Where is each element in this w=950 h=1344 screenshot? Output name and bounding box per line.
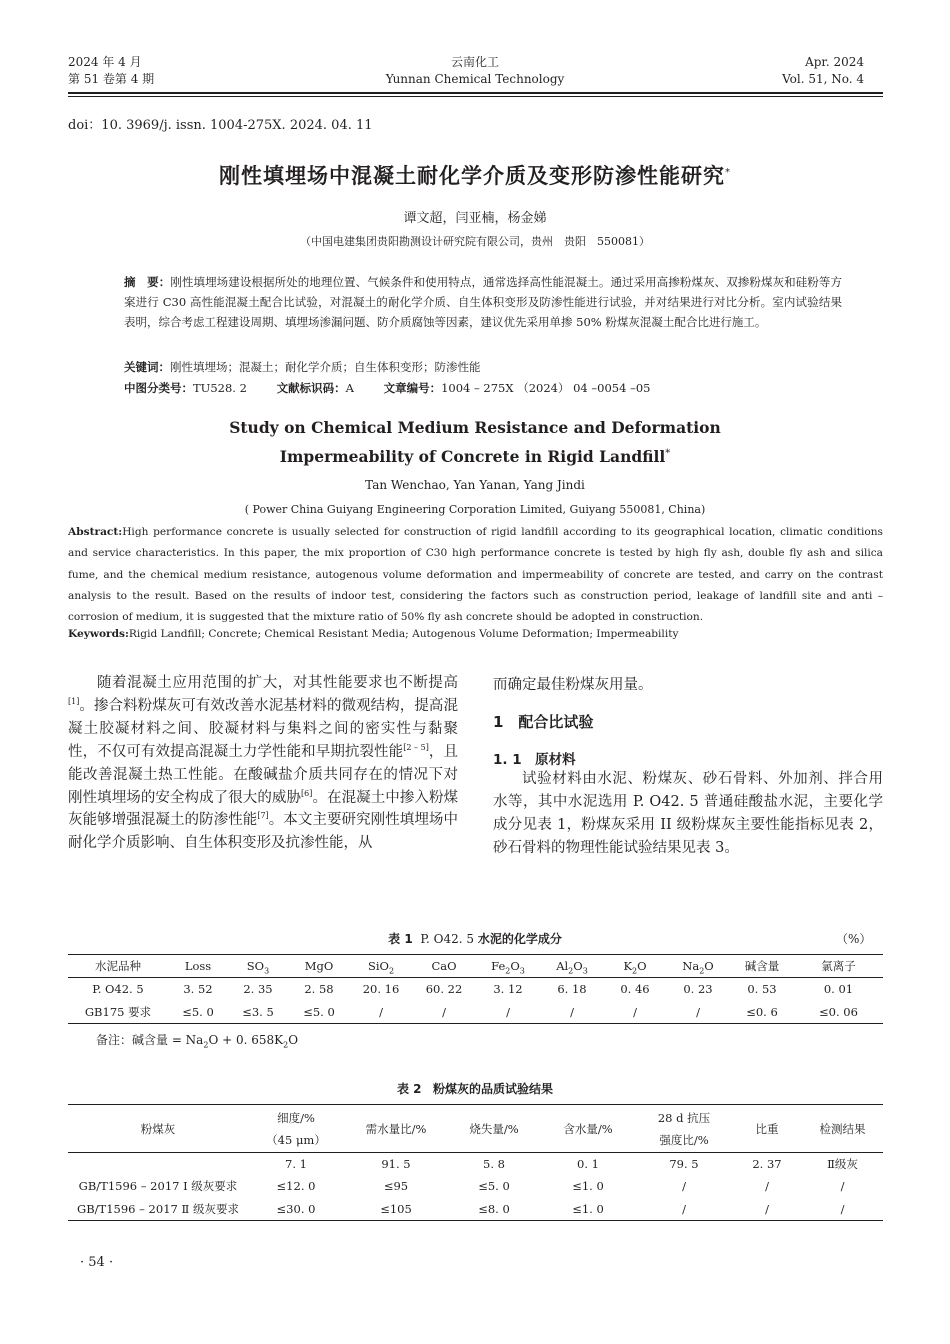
paper-title-en-line1: Study on Chemical Medium Resistance and Deformation (229, 418, 721, 437)
table-cell: Ⅱ级灰 (827, 1157, 858, 1171)
keywords-en (68, 628, 883, 640)
abstract-en-text: High performance concrete is usually selected for construction of rigid landfill according to its geographical location, climatic conditions and service characteristics. In this paper, the mix proportion of C30 high performance concrete is tested by high fly ash, double fly ash and silica fume, and the chemical medium resistance, autogenous volume deformation and impermeability of concrete are tested, and carry on the contrast analysis to the result. Based on the results of indoor test, considering the factors such as construction period, leakage of landfill site and anti – corrosion of medium, it is suggested that the mixture ratio of 50% fly ash concrete should be adopted in construction. (68, 526, 883, 624)
class-number-label: 中图分类号： (124, 381, 193, 395)
doc-code-value: A (345, 381, 354, 395)
table-cell: ≤5. 0 (168, 1001, 228, 1024)
table-cell: GB175 要求 (68, 1001, 168, 1024)
table-cell: ≤3. 5 (228, 1001, 288, 1024)
affiliation-en: ( Power China Guiyang Engineering Corporation Limited, Guiyang 550081, China) (244, 503, 706, 516)
paper-title-en-mark: * (665, 448, 671, 459)
table1-note: 备注：碱含量 = $Na_2O + 0$. $658K_2O$ (96, 1033, 299, 1050)
table-cell: ≤0. 6 (730, 1001, 794, 1024)
article-number-label: 文章编号： (383, 381, 442, 395)
table2-fly-ash-quality (68, 1104, 883, 1221)
table2-header-cell: 需水量比/% (344, 1105, 448, 1153)
table1-title-b: 水泥的化学成分 (477, 932, 562, 946)
table-cell: ≤8. 0 (448, 1198, 540, 1221)
table-cell: ≤105 (344, 1198, 448, 1221)
header-rule-thick (68, 92, 883, 94)
keywords-cn-text: 刚性填埋场；混凝土；耐化学介质；自生体积变形；防渗性能 (170, 360, 481, 374)
table2-header-cell: 比重 (732, 1105, 802, 1153)
table-row (68, 1175, 883, 1198)
table1-header-cell: Loss (168, 955, 228, 978)
table-cell: / (840, 1179, 845, 1194)
table2-header-row (68, 1105, 883, 1153)
table2-header-strength-sub: 强度比/% (659, 1132, 709, 1147)
table2-header-cell: 检测结果 (802, 1105, 883, 1153)
body-left-column (68, 672, 458, 855)
table-cell: / (412, 1001, 476, 1024)
section-heading-1: 1 配合比试验 (493, 713, 594, 731)
table-cell: 0. 23 (683, 982, 713, 997)
table1-unit: （%） (836, 932, 872, 946)
header-issue-en (782, 54, 864, 88)
table1-header-cell: 氯离子 (794, 955, 883, 978)
abstract-cn (124, 272, 842, 332)
table-cell: GB/T1596 – 2017 Ⅱ 级灰要求 (68, 1198, 248, 1221)
table-cell: ≤5. 0 (288, 1001, 350, 1024)
table-cell: 2. 35 (243, 982, 273, 997)
intro-paragraph (68, 672, 458, 855)
table-cell: 0. 01 (823, 982, 854, 997)
header-journal-en: Yunnan Chemical Technology (385, 72, 565, 86)
header-date-en: Apr. 2024 (805, 55, 864, 69)
keywords-en-text: Rigid Landfill; Concrete; Chemical Resistant Media; Autogenous Volume Deformation; Impermeability (128, 628, 679, 640)
table-cell: ≤30. 0 (248, 1198, 344, 1221)
table-cell: / (666, 1001, 730, 1024)
header-volume-en: Vol. 51, No. 4 (782, 72, 864, 86)
table2-header-cell: 粉煤灰 (68, 1105, 248, 1153)
table-row (68, 978, 883, 1001)
header-volume-cn: 第 51 卷第 4 期 (68, 72, 155, 86)
authors-cn: 谭文超，闫亚楠，杨金娣 (403, 211, 547, 226)
article-number-value: 1004 – 275X （2024） 04 –0054 –05 (441, 381, 651, 395)
table1-header-cell: 碱含量 (730, 955, 794, 978)
header-date-cn: 2024 年 4 月 (68, 55, 142, 69)
table2-header-cell (248, 1105, 344, 1153)
table1-note-a: 备注：碱含量 = Na (96, 1033, 204, 1047)
table-cell: 2. 58 (304, 982, 334, 997)
intro-text-3: ，且能改善混凝土热工性能。在酸碱盐介质共同存在的情况下对刚性填埋场的安全构成了很大的威胁 (68, 743, 459, 806)
table2-header-strength: 28 d 抗压 (657, 1110, 711, 1125)
keywords-en-label: Keywords: (68, 628, 129, 640)
table1-note-c: O (288, 1033, 299, 1047)
header-journal-cn: 云南化工 (450, 55, 499, 69)
table1-header-cell: $Fe_2O_3$ (476, 955, 540, 978)
table-cell: / (540, 1001, 604, 1024)
table2-header-cell (636, 1105, 732, 1153)
table-row (68, 1198, 883, 1221)
section-heading-1-1: 1. 1 原材料 (493, 752, 576, 768)
table-cell: 79. 5 (669, 1157, 699, 1171)
paper-title-cn (0, 160, 950, 190)
table-cell: 20. 16 (362, 982, 400, 997)
table2-header-cell: 烧失量/% (448, 1105, 540, 1153)
abstract-en (68, 522, 883, 628)
paper-title-en-line2: Impermeability of Concrete in Rigid Landfill (279, 447, 666, 467)
table-cell: / (682, 1179, 686, 1194)
intro-text-4: 。在混凝土中掺入粉煤灰能够增强混凝土的防渗性能 (68, 789, 459, 829)
table1-title-a: P. O42. 5 (420, 932, 478, 946)
table2-caption (0, 1080, 950, 1097)
table-cell: 91. 5 (381, 1157, 411, 1171)
table2-header-fineness: 细度/% (277, 1110, 315, 1125)
page-number: · 54 · (80, 1255, 114, 1270)
table1-label: 表 1 (388, 932, 413, 946)
table-cell: ≤1. 0 (540, 1198, 636, 1221)
table-cell: ≤1. 0 (572, 1179, 604, 1194)
paper-title-cn-text: 刚性填埋场中混凝土耐化学介质及变形防渗性能研究 (219, 164, 725, 188)
table-row (68, 1001, 883, 1024)
table2-title: 粉煤灰的品质试验结果 (432, 1082, 553, 1096)
citation-7[interactable]: [7] (257, 811, 269, 821)
table-row (68, 1153, 883, 1176)
table-cell: GB/T1596 – 2017 Ⅰ 级灰要求 (78, 1179, 238, 1194)
table-cell: 5. 8 (483, 1157, 505, 1171)
citation-6[interactable]: [6] (301, 788, 313, 798)
class-number-value: TU528. 2 (193, 381, 247, 395)
table-cell: ≤95 (383, 1179, 409, 1194)
table-cell: ≤0. 06 (794, 1001, 883, 1024)
doi: doi：10. 3969/j. issn. 1004-275X. 2024. 04. 11 (68, 118, 373, 133)
affiliation-cn: （中国电建集团贵阳勘测设计研究院有限公司，贵州 贵阳 550081） (300, 235, 650, 248)
table1-header-cell: SiO$_2$ (350, 955, 412, 978)
table1-header-cell: $SO_3$ (228, 955, 288, 978)
table-cell: ≤5. 0 (478, 1179, 510, 1194)
table-cell: 6. 18 (557, 982, 587, 997)
table-cell: 2. 37 (752, 1157, 782, 1171)
table1-note-b: O + 0. 658K (208, 1033, 284, 1047)
table-cell: / (476, 1001, 540, 1024)
abstract-cn-text: 刚性填埋场建设根据所处的地理位置、气候条件和使用特点，通常选择高性能混凝土。通过采用高掺粉煤灰、双掺粉煤灰和硅粉等方案进行 C30 高性能混凝土配合比试验，对混凝土的耐化学介质、自生体积变形及防渗性能进行试验，并对结果进行对比分析。室内试验结果表明，综合考虑工程建设周期、填埋场渗漏问题、防介质腐蚀等因素，建议优先采用单掺 50% 粉煤灰混凝土配合比进行施工。 (124, 275, 842, 329)
table-cell: / (350, 1001, 412, 1024)
intro-continuation: 而确定最佳粉煤灰用量。 (493, 677, 653, 693)
table-cell: 3. 12 (493, 982, 523, 997)
intro-text-5: 。本文主要研究刚性填埋场中耐化学介质影响、自生体积变形及抗渗性能，从 (68, 812, 458, 852)
table-cell: 7. 1 (285, 1157, 307, 1171)
keywords-cn (124, 357, 842, 377)
citation-1[interactable]: [1] (68, 697, 80, 707)
table-cell: / (636, 1198, 732, 1221)
abstract-cn-label: 摘 要： (124, 275, 171, 289)
header-rule-thin (68, 96, 883, 97)
table-cell: 60. 22 (425, 982, 463, 997)
authors-en: Tan Wenchao, Yan Yanan, Yang Jindi (365, 478, 585, 492)
table1-caption (0, 930, 950, 947)
table1-cement-composition (68, 954, 883, 1024)
table1-header-cell: $Al_2O_3$ (540, 955, 604, 978)
paper-title-cn-mark: * (725, 167, 731, 178)
table-cell: ≤12. 0 (276, 1179, 316, 1194)
table1-header-cell: $K_2O$ (604, 955, 666, 978)
intro-text-1: 随着混凝土应用范围的扩大，对其性能要求也不断提高 (97, 675, 458, 691)
table1-header-cell: $Na_2O$ (666, 955, 730, 978)
materials-paragraph: 试验材料由水泥、粉煤灰、砂石骨料、外加剂、拌合用水等，其中水泥选用 P. O42. 5 普通硅酸盐水泥，主要化学成分见表 1，粉煤灰采用 II 级粉煤灰主要性能指标见表 2，砂石骨料的物理性能试验结果见表 3。 (493, 771, 883, 856)
doc-code-label: 文献标识码： (276, 381, 346, 395)
table-cell: / (802, 1198, 883, 1221)
table1-header-cell: CaO (412, 955, 476, 978)
classification-line (124, 378, 842, 398)
table-cell: / (604, 1001, 666, 1024)
table-cell: P. O42. 5 (92, 982, 144, 997)
table1-header-cell: MgO (288, 955, 350, 978)
table1-header-row (68, 955, 883, 978)
citation-2-5[interactable]: [2 – 5] (403, 742, 429, 752)
paper-title-en (0, 415, 950, 470)
table2-header-fineness-sub: （45 μm） (266, 1132, 326, 1147)
table-cell: 0. 1 (577, 1157, 599, 1171)
table-cell: / (732, 1198, 802, 1221)
table2-label: 表 2 (397, 1082, 422, 1096)
table-cell: / (765, 1179, 769, 1194)
intro-text-2: 。掺合料粉煤灰可有效改善水泥基材料的微观结构，提高混凝土胶凝材料之间、胶凝材料与集料之间的密实性与黏聚性，不仅可有效提高混凝土力学性能和早期抗裂性能 (68, 697, 458, 760)
table-cell (68, 1153, 248, 1176)
table2-header-cell: 含水量/% (540, 1105, 636, 1153)
table1-header-cell: 水泥品种 (68, 955, 168, 978)
materials-paragraph-wrap (493, 768, 883, 860)
table-cell: 0. 53 (747, 982, 777, 997)
table-cell: 0. 46 (620, 982, 650, 997)
table-cell: 3. 52 (183, 982, 213, 997)
abstract-en-label: Abstract: (68, 526, 123, 538)
keywords-cn-label: 关键词： (124, 360, 170, 374)
